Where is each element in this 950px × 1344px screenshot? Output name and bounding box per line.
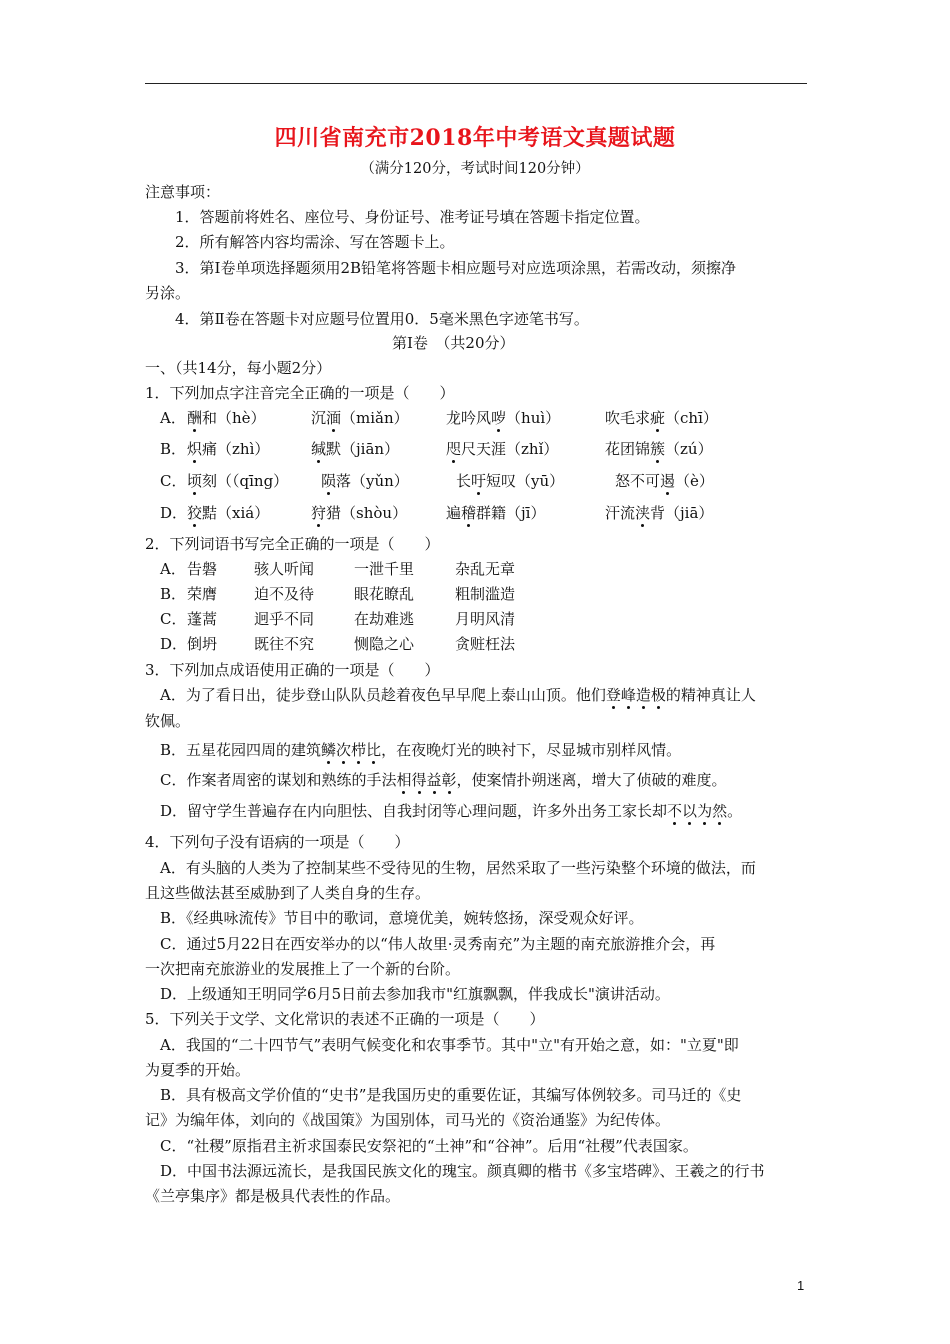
q1-option-b-word-1: 炽痛（zhì） [187, 440, 270, 458]
section-title: 第Ⅰ卷 （共20分） [392, 334, 515, 352]
q3-option-d: D．留守学生普遍存在内向胆怯、自我封闭等心理问题，许多外出务工家长却不以为然。 [160, 802, 743, 820]
q2-option-d-label: D． [160, 635, 188, 653]
q1-option-a-word-1: 酬和（hè） [187, 409, 266, 427]
q1-option-c-label: C． [160, 472, 187, 490]
part-one-heading: 一、（共14分，每小题2分） [145, 359, 332, 377]
q1-option-d-word-3: 遍稽群籍（jī） [446, 504, 546, 522]
q5-stem: 5．下列关于文学、文化常识的表述不正确的一项是（ ） [145, 1010, 545, 1028]
q2-option-c-word-4: 月明风清 [455, 610, 516, 628]
q1-option-c-word-2: 陨落（yǔn） [321, 472, 409, 490]
q3-option-c: C．作案者周密的谋划和熟练的手法相得益彰，使案情扑朔迷离，增大了侦破的难度。 [160, 771, 727, 789]
notice-item-3: 3．第Ⅰ卷单项选择题须用2B铅笔将答题卡相应题号对应选项涂黑，若需改动，须擦净 [175, 259, 737, 277]
q2-stem: 2．下列词语书写完全正确的一项是（ ） [145, 535, 440, 553]
q2-option-b-label: B． [160, 585, 187, 603]
page-title: 四川省南充市2018年中考语文真题试题 [274, 125, 676, 151]
notice-item-2: 2．所有解答内容均需涂、写在答题卡上。 [175, 233, 455, 251]
q2-option-a-word-4: 杂乱无章 [455, 560, 516, 578]
q4-stem: 4．下列句子没有语病的一项是（ ） [145, 833, 410, 851]
q3-option-a-cont: 钦佩。 [145, 712, 191, 730]
q3-option-b: B．五星花园四周的建筑鳞次栉比，在夜晚灯光的映衬下，尽显城市别样风情。 [160, 741, 682, 759]
notice-heading: 注意事项： [145, 183, 221, 201]
q4-option-b: B．《经典咏流传》节目中的歌词，意境优美，婉转悠扬，深受观众好评。 [160, 909, 644, 927]
q2-option-b-word-1: 荣膺 [187, 585, 218, 603]
q2-option-c-word-3: 在劫难逃 [354, 610, 415, 628]
q4-option-c: C．通过5月22日在西安举办的以“伟人故里·灵秀南充”为主题的南充旅游推介会，再 [160, 935, 716, 953]
page-subtitle: （满分120分，考试时间120分钟） [360, 161, 590, 177]
q3-option-a: A．为了看日出，徒步登山队队员趁着夜色早早爬上泰山山顶。他们登峰造极的精神真让人 [160, 686, 756, 704]
q1-option-d-word-1: 狡黠（xiá） [187, 504, 270, 522]
q4-option-a: A．有头脑的人类为了控制某些不受待见的生物，居然采取了一些污染整个环境的做法，而 [160, 859, 756, 877]
q5-option-b: B．具有极高文学价值的“史书”是我国历史的重要佐证，其编写体例较多。司马迁的《史 [160, 1086, 742, 1104]
q1-option-c-word-1: 顷刻（（qīng） [187, 472, 289, 490]
q2-option-d-word-4: 贪赃枉法 [455, 635, 516, 653]
q1-option-a-label: A． [160, 409, 186, 427]
q1-option-a-word-3: 龙吟风哕（huì） [446, 409, 561, 427]
q1-option-d-label: D． [160, 504, 188, 522]
q1-option-c-word-3: 长吁短叹（yū） [456, 472, 565, 490]
header-rule [145, 83, 807, 84]
q2-option-a-word-2: 骇人听闻 [254, 560, 315, 578]
q1-option-a-word-4: 吹毛求疵（chī） [605, 409, 718, 427]
q1-option-d-word-4: 汗流浃背（jiā） [605, 504, 714, 522]
q1-option-b-label: B． [160, 440, 187, 458]
q5-option-d-cont: 《兰亭集序》都是极具代表性的作品。 [145, 1187, 401, 1205]
q2-option-c-word-2: 迥乎不同 [254, 610, 315, 628]
q4-option-c-cont: 一次把南充旅游业的发展推上了一个新的台阶。 [145, 960, 461, 978]
q1-option-b-word-3: 咫尺天涯（zhǐ） [446, 440, 559, 458]
q2-option-d-word-1: 倒坍 [187, 635, 218, 653]
q2-option-b-word-2: 迫不及待 [254, 585, 315, 603]
q1-option-c-word-4: 怒不可遏（è） [615, 472, 714, 490]
q1-option-d-word-2: 狩猎（shòu） [311, 504, 408, 522]
q1-option-b-word-4: 花团锦簇（zú） [605, 440, 713, 458]
q2-option-a-word-3: 一泄千里 [354, 560, 415, 578]
q3-stem: 3．下列加点成语使用正确的一项是（ ） [145, 661, 440, 679]
q2-option-d-word-2: 既往不究 [254, 635, 315, 653]
notice-item-4: 4．第Ⅱ卷在答题卡对应题号位置用0．5毫米黑色字迹笔书写。 [175, 310, 589, 328]
q1-option-a-word-2: 沉湎（miǎn） [311, 409, 409, 427]
q4-option-a-cont: 且这些做法甚至威胁到了人类自身的生存。 [145, 884, 431, 902]
page-number: 1 [797, 1278, 805, 1293]
q2-option-c-label: C． [160, 610, 187, 628]
q5-option-c: C．“社稷”原指君主祈求国泰民安祭祀的“土神”和“谷神”。后用“社稷”代表国家。 [160, 1137, 698, 1155]
q2-option-a-word-1: 告磐 [187, 560, 218, 578]
q2-option-d-word-3: 恻隐之心 [354, 635, 415, 653]
q5-option-a-cont: 为夏季的开始。 [145, 1061, 251, 1079]
notice-item-1: 1．答题前将姓名、座位号、身份证号、准考证号填在答题卡指定位置。 [175, 208, 650, 226]
q2-option-c-word-1: 蓬蒿 [187, 610, 218, 628]
q5-option-b-cont: 记》为编年体，刘向的《战国策》为国别体，司马光的《资治通鉴》为纪传体。 [145, 1111, 671, 1129]
q2-option-b-word-4: 粗制滥造 [455, 585, 516, 603]
q5-option-d: D．中国书法源远流长，是我国民族文化的瑰宝。颜真卿的楷书《多宝塔碑》、王羲之的行书 [160, 1162, 765, 1180]
q2-option-b-word-3: 眼花瞭乱 [354, 585, 415, 603]
q1-option-b-word-2: 缄默（jiān） [311, 440, 400, 458]
q4-option-d: D．上级通知王明同学6月5日前去参加我市"红旗飘飘，伴我成长"演讲活动。 [160, 985, 670, 1003]
q1-stem: 1．下列加点字注音完全正确的一项是（ ） [145, 384, 455, 402]
q5-option-a: A．我国的“二十四节气”表明气候变化和农事季节。其中"立"有开始之意，如："立夏"即 [160, 1036, 739, 1054]
notice-item-3-cont: 另涂。 [145, 284, 191, 302]
q2-option-a-label: A． [160, 560, 186, 578]
